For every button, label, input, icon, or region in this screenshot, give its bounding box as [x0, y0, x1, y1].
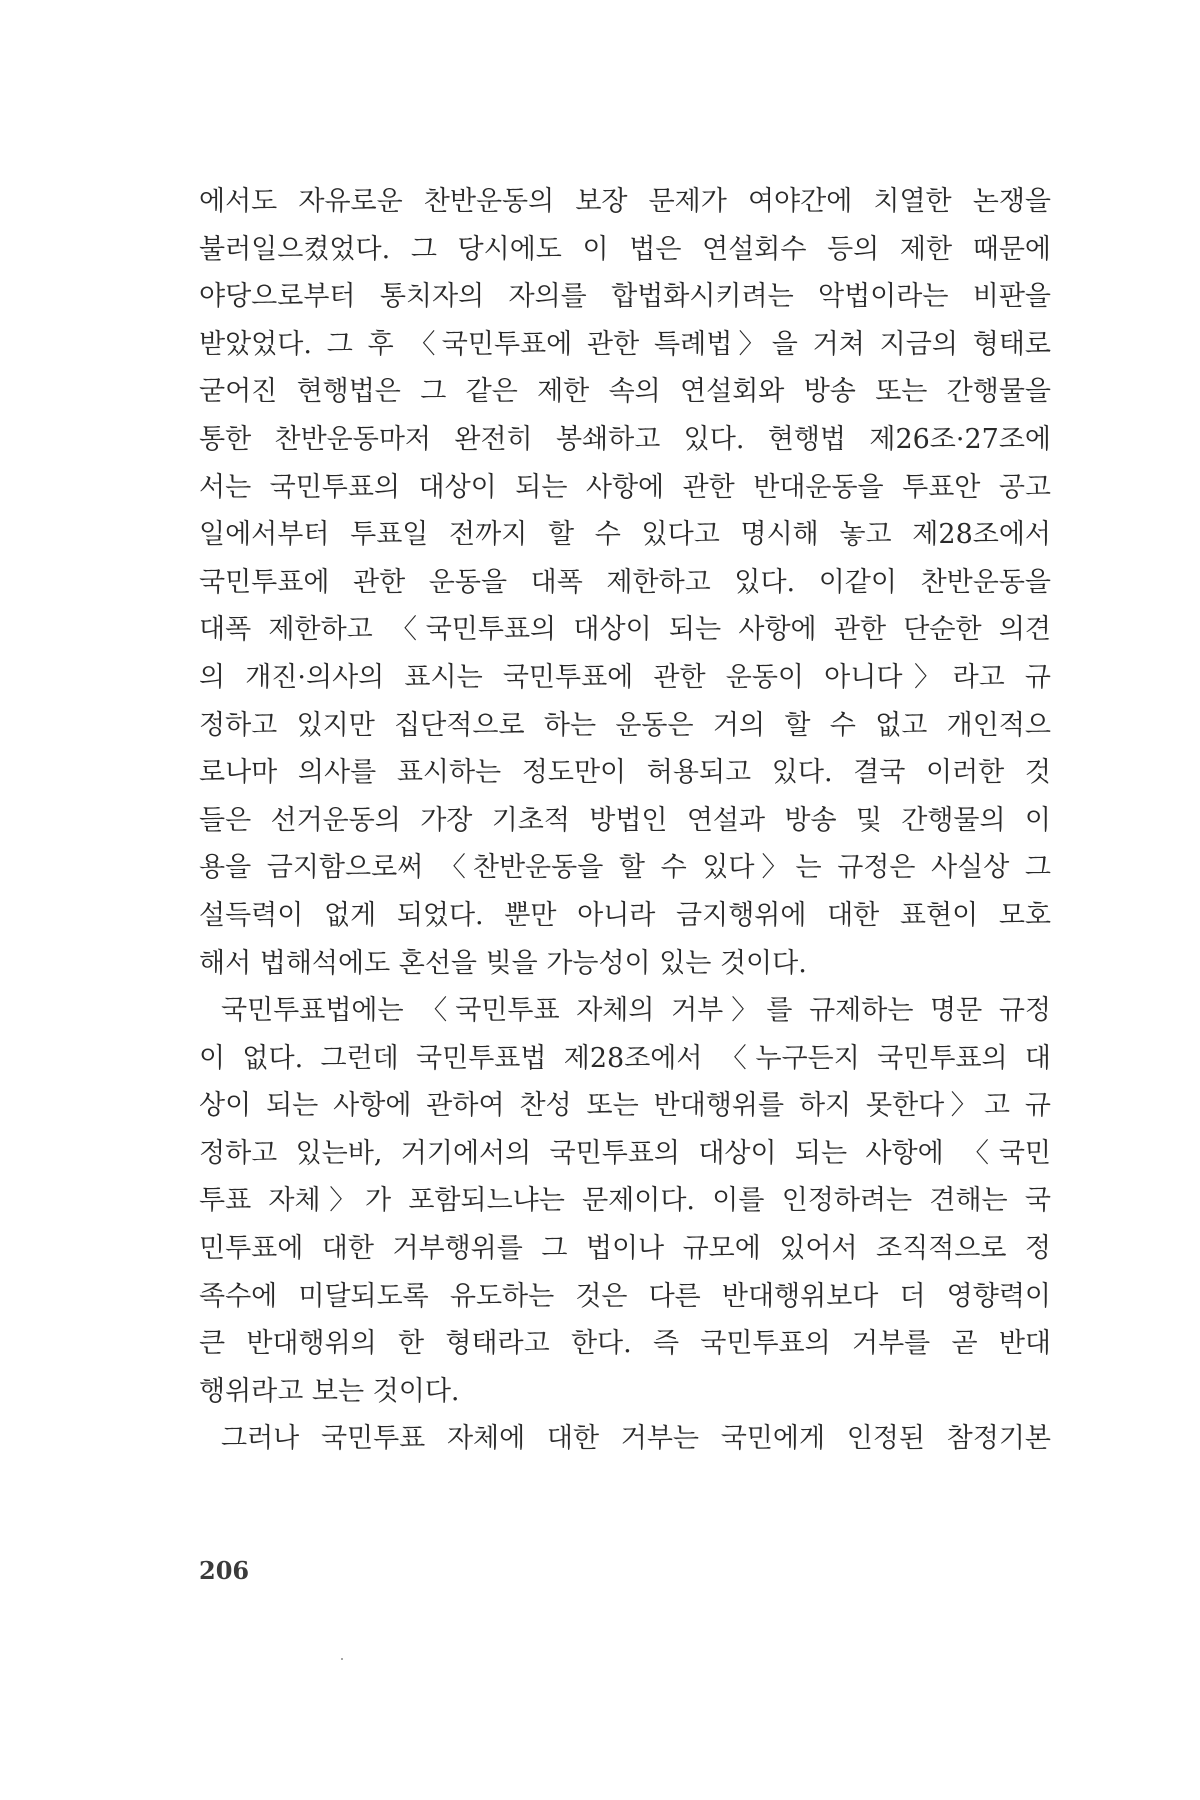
text-line: 에서도 자유로운 찬반운동의 보장 문제가 여야간에 치열한 논쟁을	[199, 186, 1051, 217]
body-text	[199, 178, 1051, 1463]
text-line: 국민투표에 관한 운동을 대폭 제한하고 있다. 이같이 찬반운동을	[199, 566, 1051, 598]
scan-speck	[341, 1658, 343, 1660]
text-line: 정하고 있지만 집단적으로 하는 운동은 거의 할 수 없고 개인적으	[199, 709, 1051, 741]
text-line: 정하고 있는바, 거기에서의 국민투표의 대상이 되는 사항에 〈국민	[199, 1137, 1051, 1169]
text-line: 대폭 제한하고 〈국민투표의 대상이 되는 사항에 관한 단순한 의견	[199, 614, 1051, 646]
text-line: 들은 선거운동의 가장 기초적 방법인 연설과 방송 및 간행물의 이	[199, 804, 1051, 836]
text-line: 족수에 미달되도록 유도하는 것은 다른 반대행위보다 더 영향력이	[199, 1280, 1051, 1312]
text-line: 그러나 국민투표 자체에 대한 거부는 국민에게 인정된 참정기본	[221, 1423, 1051, 1455]
text-line: 해서 법해석에도 혼선을 빚을 가능성이 있는 것이다.	[199, 947, 807, 979]
text-line: 큰 반대행위의 한 형태라고 한다. 즉 국민투표의 거부를 곧 반대	[199, 1328, 1051, 1360]
text-line: 일에서부터 투표일 전까지 할 수 있다고 명시해 놓고 제28조에서	[199, 519, 1051, 551]
text-line: 굳어진 현행법은 그 같은 제한 속의 연설회와 방송 또는 간행물을	[199, 376, 1051, 408]
text-line: 서는 국민투표의 대상이 되는 사항에 관한 반대운동을 투표안 공고	[199, 471, 1051, 503]
text-line: 야당으로부터 통치자의 자의를 합법화시키려는 악법이라는 비판을	[199, 281, 1051, 313]
text-line: 국민투표법에는 〈국민투표 자체의 거부〉를 규제하는 명문 규정	[221, 995, 1051, 1027]
text-line: 투표 자체〉가 포함되느냐는 문제이다. 이를 인정하려는 견해는 국	[199, 1185, 1051, 1217]
text-line: 용을 금지함으로써 〈찬반운동을 할 수 있다〉는 규정은 사실상 그	[199, 852, 1051, 884]
text-line: 상이 되는 사항에 관하여 찬성 또는 반대행위를 하지 못한다〉고 규	[199, 1090, 1051, 1122]
text-line: 통한 찬반운동마저 완전히 봉쇄하고 있다. 현행법 제26조·27조에	[199, 423, 1051, 455]
text-line: 설득력이 없게 되었다. 뿐만 아니라 금지행위에 대한 표현이 모호	[199, 899, 1051, 931]
text-line: 불러일으켰었다. 그 당시에도 이 법은 연설회수 등의 제한 때문에	[199, 233, 1051, 265]
text-line: 행위라고 보는 것이다.	[199, 1375, 460, 1407]
text-line: 이 없다. 그런데 국민투표법 제28조에서 〈누구든지 국민투표의 대	[199, 1042, 1051, 1074]
page-number: 206	[199, 1556, 250, 1585]
text-line: 받았었다. 그 후 〈국민투표에 관한 특례법〉을 거쳐 지금의 형태로	[199, 328, 1051, 360]
text-line: 로나마 의사를 표시하는 정도만이 허용되고 있다. 결국 이러한 것	[199, 757, 1051, 789]
text-line: 민투표에 대한 거부행위를 그 법이나 규모에 있어서 조직적으로 정	[199, 1233, 1051, 1265]
text-line: 의 개진·의사의 표시는 국민투표에 관한 운동이 아니다〉라고 규	[199, 661, 1051, 693]
